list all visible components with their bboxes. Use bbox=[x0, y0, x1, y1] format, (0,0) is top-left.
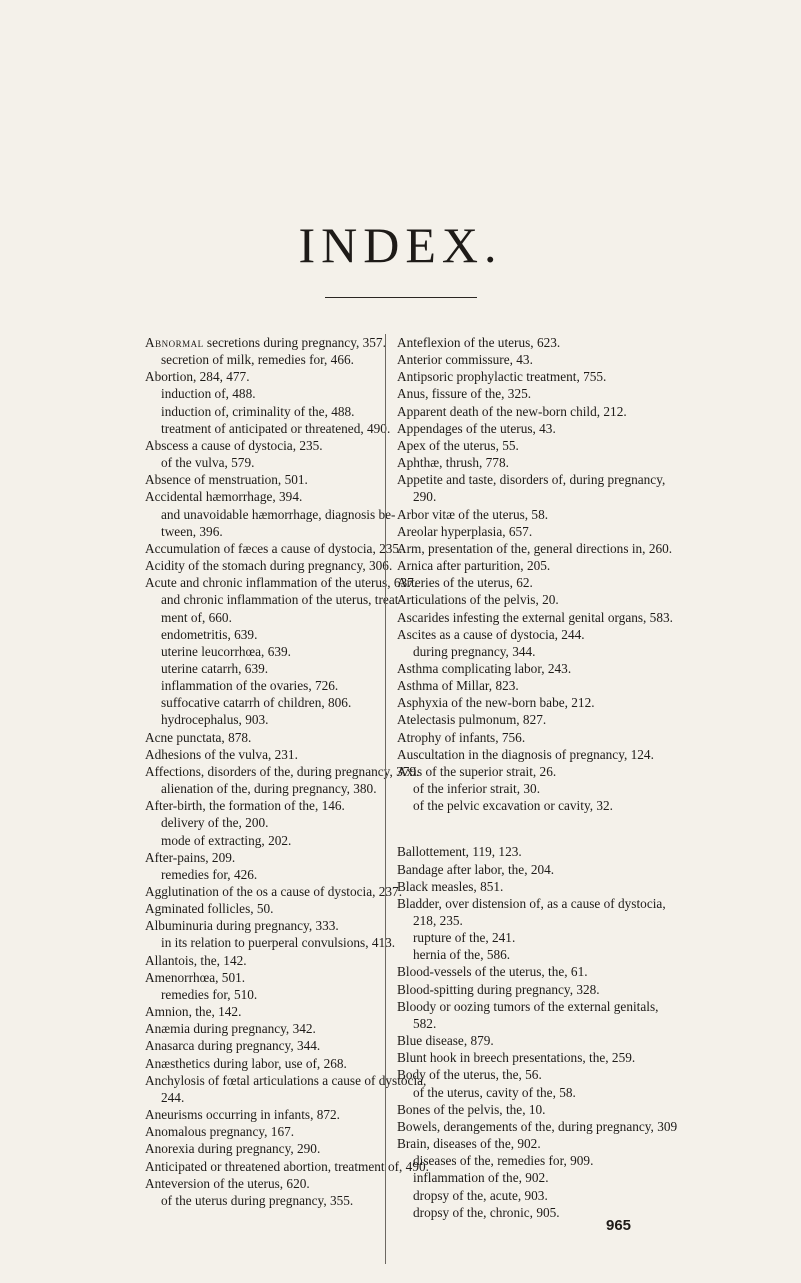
index-entry: delivery of the, 200. bbox=[161, 815, 269, 831]
index-entry: 218, 235. bbox=[413, 913, 463, 928]
index-entry: Asthma complicating labor, 243. bbox=[397, 660, 572, 676]
index-entry: Ascarides infesting the external genital organs, 583. bbox=[397, 609, 673, 625]
index-entry: Aneurisms occurring in infants, 872. bbox=[145, 1107, 340, 1123]
index-entry: Bandage after labor, the, 204. bbox=[397, 861, 555, 877]
index-entry: Albuminuria during pregnancy, 333. bbox=[145, 918, 339, 934]
index-entry: Absence of menstruation, 501. bbox=[145, 472, 308, 488]
index-entry: Anus, fissure of the, 325. bbox=[397, 386, 532, 402]
index-entry: Abscess a cause of dystocia, 235. bbox=[145, 437, 323, 453]
index-entry: Blood-vessels of the uterus, the, 61. bbox=[397, 964, 588, 980]
index-entry: After-pains, 209. bbox=[145, 849, 236, 865]
index-entry: suffocative catarrh of children, 806. bbox=[161, 695, 352, 711]
index-entry: uterine catarrh, 639. bbox=[161, 660, 269, 676]
index-entry: Agminated follicles, 50. bbox=[145, 901, 274, 917]
index-entry: Blunt hook in breech presentations, the, 259. bbox=[397, 1050, 636, 1066]
index-entry: Anorexia during pregnancy, 290. bbox=[145, 1141, 321, 1157]
index-entry: tween, 396. bbox=[161, 523, 223, 539]
index-entry: and unavoidable hæmorrhage, diagnosis be- bbox=[161, 506, 396, 522]
index-entry: of the pelvic excavation or cavity, 32. bbox=[413, 798, 613, 814]
index-entry: Bladder, over distension of, as a cause of dystocia, bbox=[397, 895, 666, 911]
index-entry: Anæmia during pregnancy, 342. bbox=[145, 1021, 316, 1037]
index-entry: Articulations of the pelvis, 20. bbox=[397, 592, 559, 608]
index-entry: Asthma of Millar, 823. bbox=[397, 678, 519, 694]
index-entry: Anteflexion of the uterus, 623. bbox=[397, 335, 561, 350]
index-entry: Affections, disorders of the, during pregnancy, 379. bbox=[145, 763, 420, 779]
index-entry: Arteries of the uterus, 62. bbox=[397, 575, 533, 591]
index-entry: Amenorrhœa, 501. bbox=[145, 969, 246, 985]
title-rule bbox=[325, 297, 477, 298]
index-entry: Auscultation in the diagnosis of pregnancy, 124. bbox=[397, 746, 654, 762]
index-entry: Abnormal secretions during pregnancy, 357. bbox=[145, 335, 386, 350]
index-entry: hernia of the, 586. bbox=[413, 947, 511, 963]
index-entry: 244. bbox=[161, 1089, 185, 1105]
index-entry: alienation of the, during pregnancy, 380. bbox=[161, 781, 377, 797]
index-entry: Adhesions of the vulva, 231. bbox=[145, 746, 298, 762]
index-entry: Atelectasis pulmonum, 827. bbox=[397, 712, 547, 728]
index-entry: during pregnancy, 344. bbox=[413, 643, 536, 659]
index-entry: After-birth, the formation of the, 146. bbox=[145, 798, 345, 814]
index-entry: Bowels, derangements of the, during pregnancy, 309 bbox=[397, 1118, 678, 1134]
index-entry: Blood-spitting during pregnancy, 328. bbox=[397, 981, 600, 997]
index-entry: Accumulation of fæces a cause of dystocia, 235. bbox=[145, 540, 403, 556]
index-entry: Body of the uterus, the, 56. bbox=[397, 1067, 542, 1083]
index-entry: diseases of the, remedies for, 909. bbox=[413, 1153, 594, 1169]
index-entry: Acute and chronic inflammation of the uterus, 637. bbox=[145, 575, 418, 591]
index-entry: of the inferior strait, 30. bbox=[413, 781, 541, 797]
index-entry: Antipsoric prophylactic treatment, 755. bbox=[397, 369, 607, 385]
index-entry: Bones of the pelvis, the, 10. bbox=[397, 1101, 546, 1117]
index-entry: Anchylosis of fœtal articulations a cause of dystocia, bbox=[145, 1072, 427, 1088]
first-word-smallcaps: Abnormal bbox=[145, 335, 204, 350]
index-entry: Arbor vitæ of the uterus, 58. bbox=[397, 506, 549, 522]
index-entry: dropsy of the, acute, 903. bbox=[413, 1187, 548, 1203]
index-entry: Axis of the superior strait, 26. bbox=[397, 763, 557, 779]
index-entry: Atrophy of infants, 756. bbox=[397, 729, 526, 745]
index-entry: in its relation to puerperal convulsions, 413. bbox=[161, 935, 396, 951]
index-entry: Ballottement, 119, 123. bbox=[397, 844, 522, 860]
index-entry: inflammation of the, 902. bbox=[413, 1170, 549, 1186]
index-entry: Allantois, the, 142. bbox=[145, 952, 247, 968]
index-entry: Blue disease, 879. bbox=[397, 1033, 494, 1049]
index-entry: hydrocephalus, 903. bbox=[161, 712, 269, 728]
index-entry: Abortion, 284, 477. bbox=[145, 369, 250, 385]
column-divider bbox=[385, 334, 386, 1264]
index-entry: ment of, 660. bbox=[161, 609, 232, 625]
index-entry: mode of extracting, 202. bbox=[161, 832, 292, 848]
index-entry: Anterior commissure, 43. bbox=[397, 352, 533, 368]
index-entry: dropsy of the, chronic, 905. bbox=[413, 1204, 560, 1220]
index-entry: Anteversion of the uterus, 620. bbox=[145, 1175, 310, 1191]
index-entry: Accidental hæmorrhage, 394. bbox=[145, 489, 303, 505]
index-entry: Ascites as a cause of dystocia, 244. bbox=[397, 626, 585, 642]
index-entry: endometritis, 639. bbox=[161, 626, 258, 642]
index-entry: Anæsthetics during labor, use of, 268. bbox=[145, 1055, 347, 1071]
index-entry: of the uterus during pregnancy, 355. bbox=[161, 1192, 354, 1208]
index-entry: Agglutination of the os a cause of dystocia, 237. bbox=[145, 884, 403, 899]
index-entry: Appendages of the uterus, 43. bbox=[397, 420, 556, 436]
index-entry: induction of, criminality of the, 488. bbox=[161, 403, 355, 419]
index-entry: Arnica after parturition, 205. bbox=[397, 558, 551, 574]
index-entry: Apex of the uterus, 55. bbox=[397, 437, 519, 453]
index-entry: Acne punctata, 878. bbox=[145, 729, 252, 745]
index-entry: Amnion, the, 142. bbox=[145, 1004, 242, 1020]
index-entry: induction of, 488. bbox=[161, 386, 256, 402]
index-entry: remedies for, 426. bbox=[161, 866, 258, 882]
index-entry: of the uterus, cavity of the, 58. bbox=[413, 1084, 576, 1100]
index-entry: treatment of anticipated or threatened, 490. bbox=[161, 420, 391, 436]
index-entry: uterine leucorrhœa, 639. bbox=[161, 643, 291, 659]
index-entry: Anticipated or threatened abortion, treatment of, 490. bbox=[145, 1158, 429, 1174]
index-entry: secretion of milk, remedies for, 466. bbox=[161, 352, 354, 368]
index-entry: Acidity of the stomach during pregnancy, 306. bbox=[145, 558, 393, 574]
index-entry: Bloody or oozing tumors of the external genitals, bbox=[397, 998, 659, 1014]
index-entry: Arm, presentation of the, general directions in, 260. bbox=[397, 540, 673, 556]
index-entry: of the vulva, 579. bbox=[161, 455, 255, 471]
index-entry: Brain, diseases of the, 902. bbox=[397, 1136, 541, 1152]
index-entry: Asphyxia of the new-born babe, 212. bbox=[397, 695, 595, 711]
page-title: INDEX. bbox=[298, 217, 503, 273]
index-entry: Anomalous pregnancy, 167. bbox=[145, 1124, 295, 1140]
index-entry: 290. bbox=[413, 489, 437, 505]
index-entry: Apparent death of the new-born child, 212. bbox=[397, 403, 627, 419]
index-entry: remedies for, 510. bbox=[161, 986, 258, 1002]
page-number: 965 bbox=[606, 1217, 632, 1234]
index-entry: and chronic inflammation of the uterus, treat- bbox=[161, 592, 403, 608]
index-entry: Anasarca during pregnancy, 344. bbox=[145, 1038, 321, 1054]
index-entry: rupture of the, 241. bbox=[413, 930, 516, 946]
index-entry: Aphthæ, thrush, 778. bbox=[397, 455, 509, 471]
index-entry: 582. bbox=[413, 1015, 437, 1031]
index-entry: Areolar hyperplasia, 657. bbox=[397, 523, 533, 539]
index-entry: Black measles, 851. bbox=[397, 878, 504, 894]
index-entry: inflammation of the ovaries, 726. bbox=[161, 678, 339, 694]
index-column-right bbox=[397, 334, 678, 1221]
index-entry: Appetite and taste, disorders of, during pregnancy, bbox=[397, 472, 666, 488]
